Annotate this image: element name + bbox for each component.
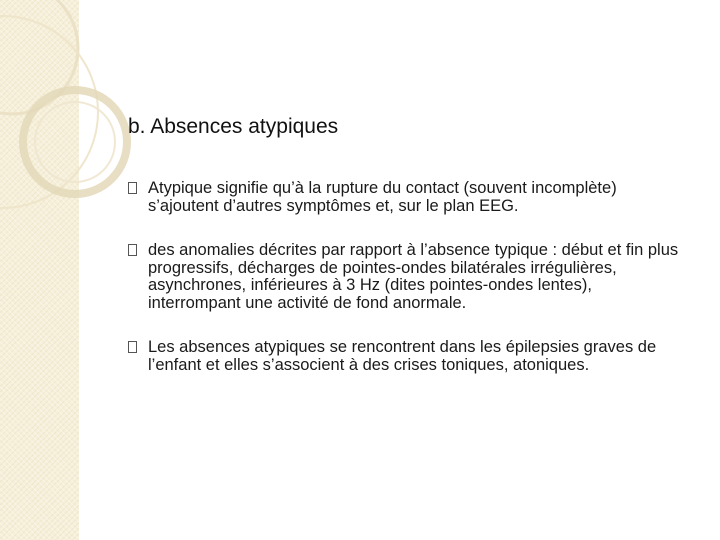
bullet-text: Les absences atypiques se rencontrent dans les épilepsies graves de l’enfant et elles s’associent à des crises toniques, atoniques. [148, 338, 657, 374]
bullet-item [128, 339, 688, 374]
square-bullet-icon [128, 341, 137, 353]
square-bullet-icon [128, 244, 137, 256]
bullet-list [128, 180, 688, 374]
bullet-item [128, 242, 688, 312]
slide-title: b. Absences atypiques [128, 115, 339, 138]
square-bullet-icon [128, 182, 137, 194]
bullet-text: Atypique signifie qu’à la rupture du contact (souvent incomplète) s’ajoutent d’autres symptômes et, sur le plan EEG. [148, 179, 617, 215]
bullet-item [128, 180, 688, 215]
bullet-text: des anomalies décrites par rapport à l’absence typique : début et fin plus progressifs, décharges de pointes-ondes bilatérales irrégulières, asynchrones, inférieures à 3 Hz (dites pointes-ondes lentes), interrompant une activité de fond anormale. [148, 241, 679, 312]
